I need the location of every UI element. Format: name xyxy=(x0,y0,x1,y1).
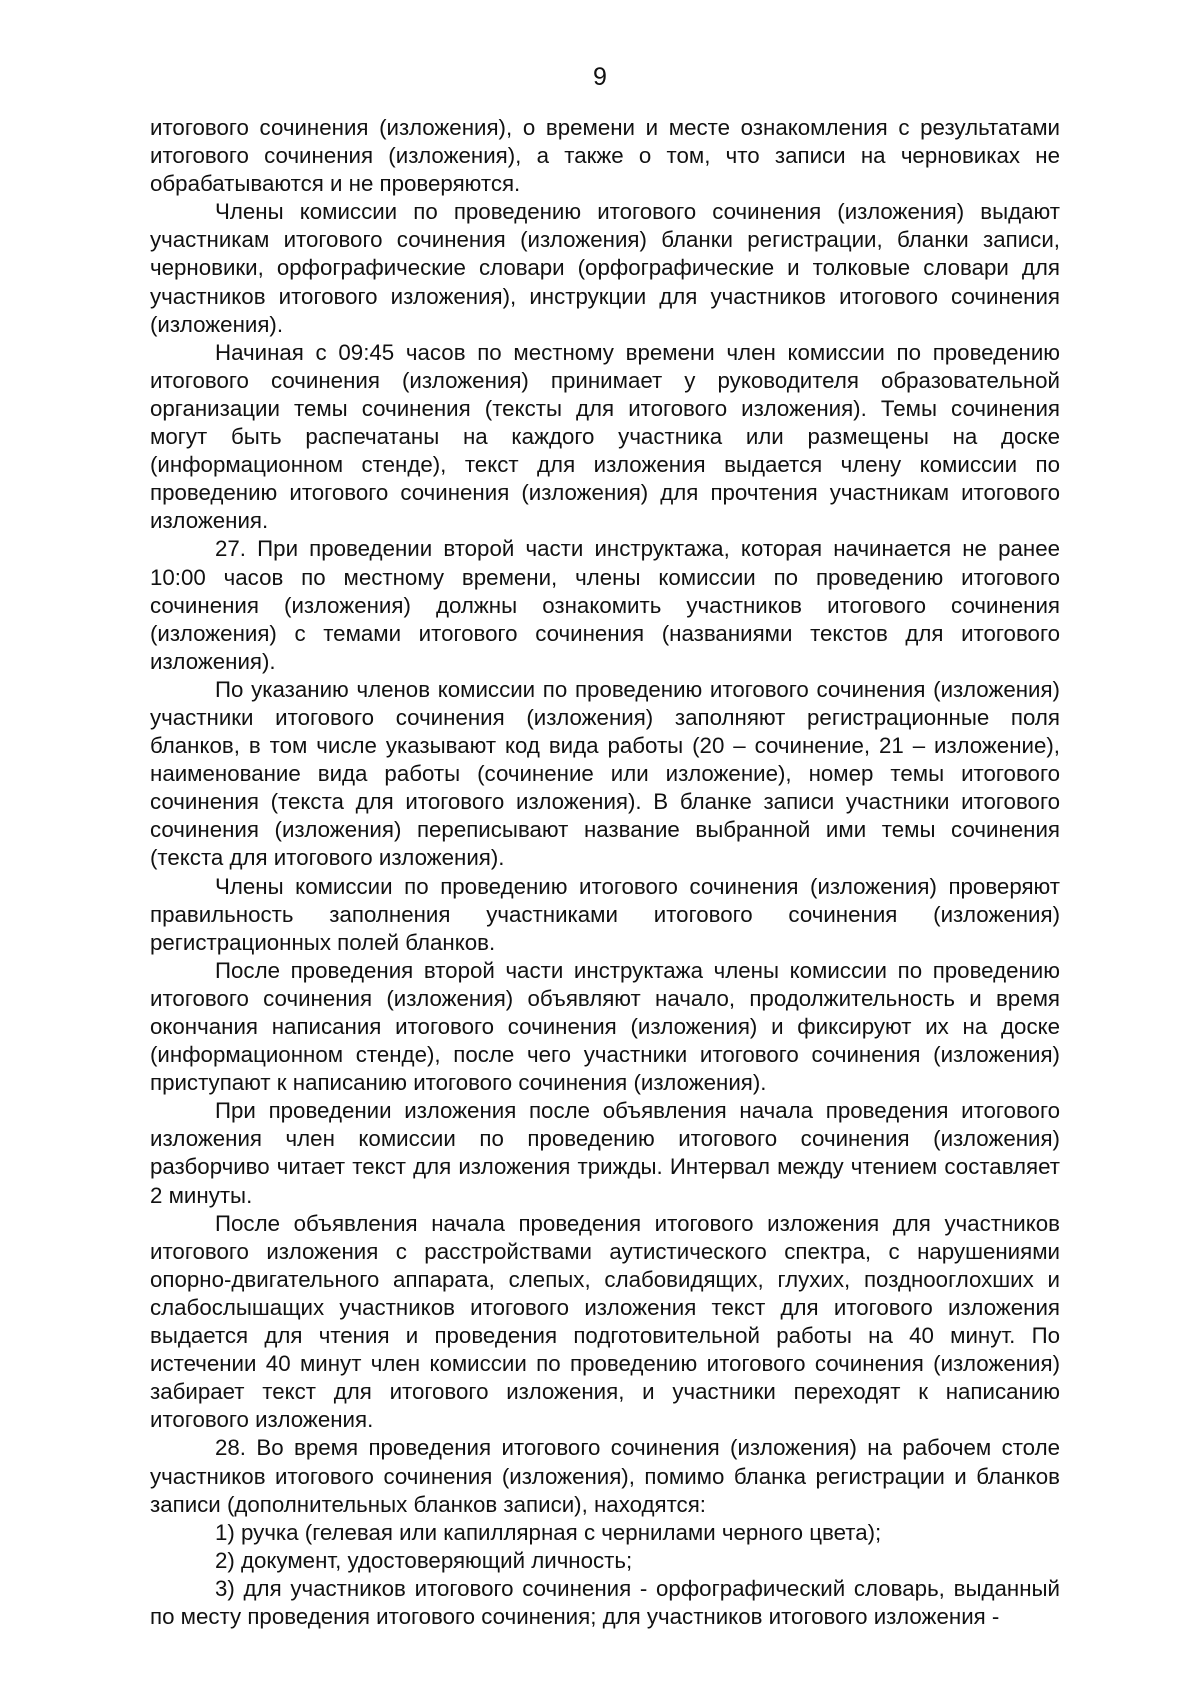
document-body xyxy=(150,114,1060,1631)
paragraph: Члены комиссии по проведению итогового сочинения (изложения) проверяют правильность заполнения участниками итогового сочинения (изложения) регистрационных полей бланков. xyxy=(150,873,1060,955)
paragraph-item-28: 28. Во время проведения итогового сочинения (изложения) на рабочем столе участников итогового сочинения (изложения), помимо бланка регистрации и бланков записи (дополнительных бланков записи), находятся: xyxy=(150,1435,1060,1517)
list-item: 1) ручка (гелевая или капиллярная с чернилами черного цвета); xyxy=(215,1519,882,1545)
paragraph-continuation: итогового сочинения (изложения), о времени и месте ознакомления с результатами итогового сочинения (изложения), а также о том, что записи на черновиках не обрабатываются и не проверяются. xyxy=(150,115,1060,197)
list-item: 2) документ, удостоверяющий личность; xyxy=(215,1547,633,1573)
paragraph: При проведении изложения после объявления начала проведения итогового изложения член комиссии по проведению итогового сочинения (изложения) разборчиво читает текст для изложения трижды. Интервал между чтением составляет 2 минуты. xyxy=(150,1098,1060,1208)
paragraph: По указанию членов комиссии по проведению итогового сочинения (изложения) участники итогового сочинения (изложения) заполняют регистрационные поля бланков, в том числе указывают код вида работы (20 – сочинение, 21 – изложение), наименование вида работы (сочинение или изложение), номер темы итогового сочинения (текста для итогового изложения). В бланке записи участники итогового сочинения (изложения) переписывают название выбранной ими темы сочинения (текста для итогового изложения). xyxy=(150,676,1060,871)
paragraph: После проведения второй части инструктажа члены комиссии по проведению итогового сочинения (изложения) объявляют начало, продолжительность и время окончания написания итогового сочинения (изложения) и фиксируют их на доске (информационном стенде), после чего участники итогового сочинения (изложения) приступают к написанию итогового сочинения (изложения). xyxy=(150,957,1060,1096)
paragraph-item-27: 27. При проведении второй части инструктажа, которая начинается не ранее 10:00 часов по местному времени, члены комиссии по проведению итогового сочинения (изложения) должны ознакомить участников итогового сочинения (изложения) с темами итогового сочинения (названиями текстов для итогового изложения). xyxy=(150,536,1060,674)
page-number: 9 xyxy=(593,63,607,91)
list-item: 3) для участников итогового сочинения - орфографический словарь, выданный по месту проведения итогового сочинения; для участников итогового изложения - xyxy=(150,1575,1060,1629)
paragraph: Члены комиссии по проведению итогового сочинения (изложения) выдают участникам итогового сочинения (изложения) бланки регистрации, бланки записи, черновики, орфографические словари (орфографические и толковые словари для участников итогового изложения), инструкции для участников итогового сочинения (изложения). xyxy=(150,199,1060,337)
paragraph: Начиная с 09:45 часов по местному времени член комиссии по проведению итогового сочинения (изложения) принимает у руководителя образовательной организации темы сочинения (тексты для итогового изложения). Темы сочинения могут быть распечатаны на каждого участника или размещены на доске (информационном стенде), текст для изложения выдается члену комиссии по проведению итогового сочинения (изложения) для прочтения участникам итогового изложения. xyxy=(150,339,1060,534)
paragraph: После объявления начала проведения итогового изложения для участников итогового изложения с расстройствами аутистического спектра, с нарушениями опорно-двигательного аппарата, слепых, слабовидящих, глухих, позднооглохших и слабослышащих участников итогового изложения текст для итогового изложения выдается для чтения и проведения подготовительной работы на 40 минут. По истечении 40 минут член комиссии по проведению итогового сочинения (изложения) забирает текст для итогового изложения, и участники переходят к написанию итогового изложения. xyxy=(150,1210,1060,1433)
